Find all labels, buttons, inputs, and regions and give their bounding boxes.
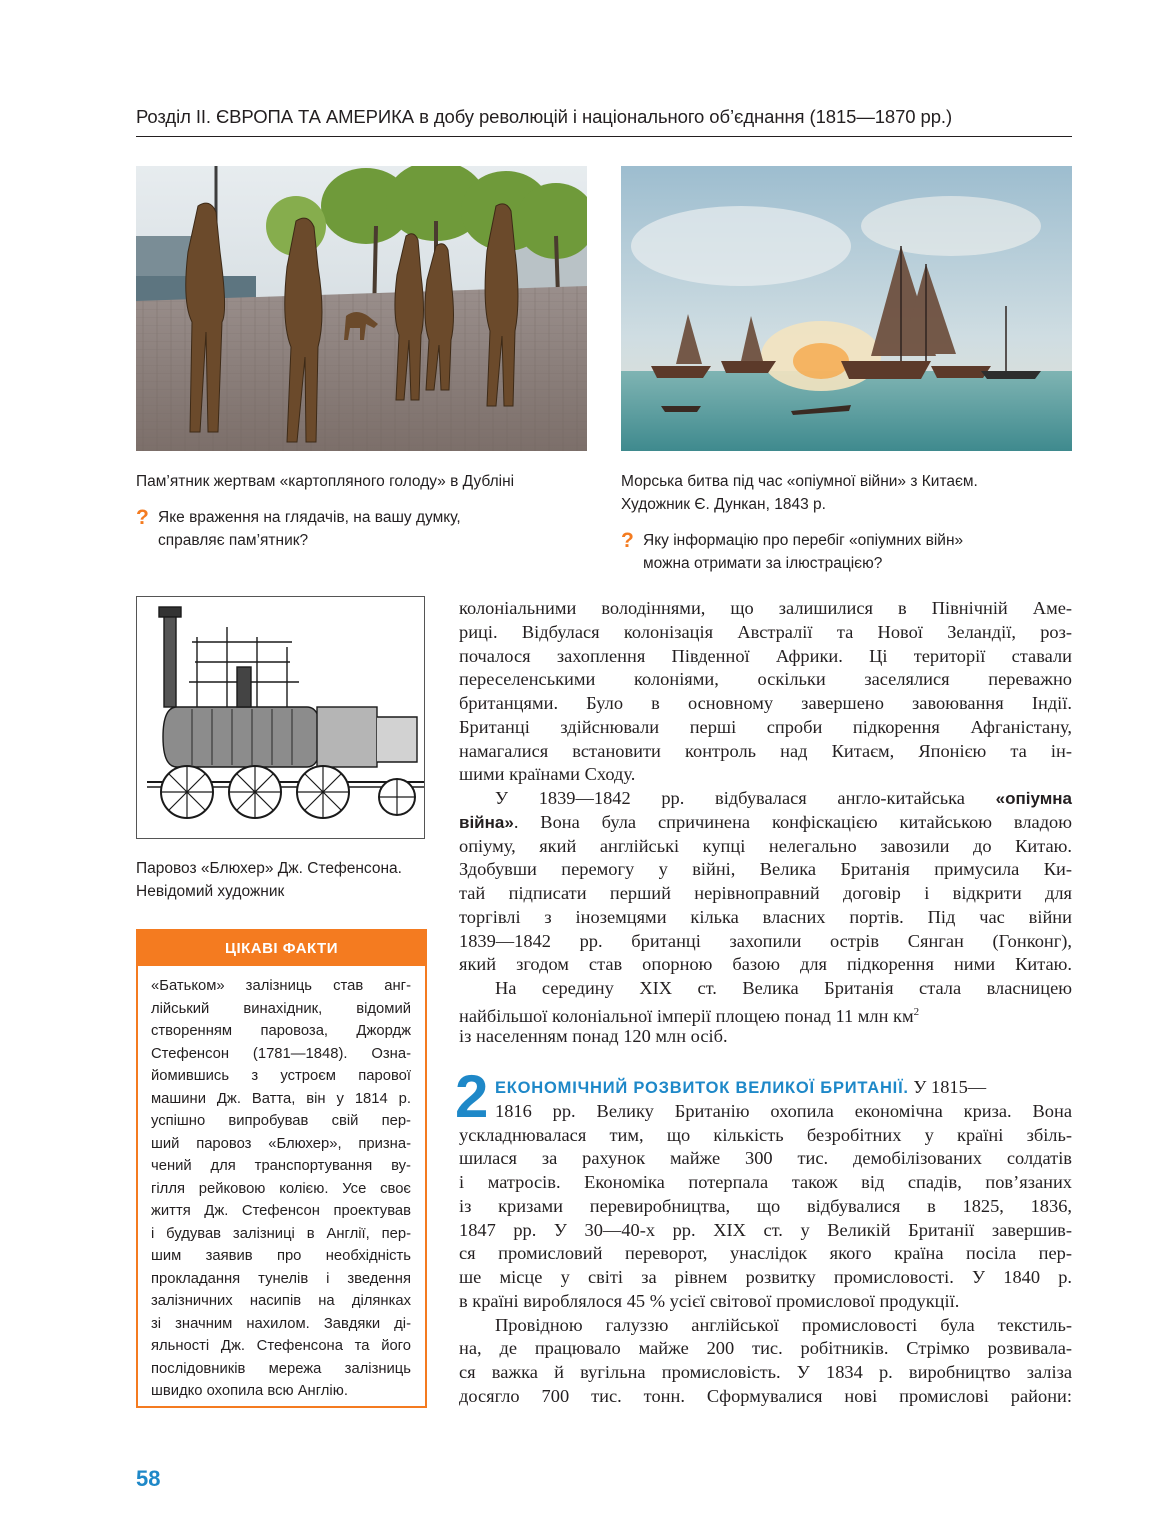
term-opium-war: війна» (459, 812, 514, 832)
facts-body (138, 966, 425, 1403)
facts-line: яльності Дж. Стефенсона та його (151, 1338, 411, 1354)
term-opium-war: «опіумна (995, 789, 1072, 808)
facts-line: і будував залізниці в Англії, пер- (151, 1225, 411, 1242)
facts-line: йомившись з устроєм парової (151, 1068, 411, 1084)
body-line: 1816 рр. Велику Британію охопила економічна криза. Вона (495, 1100, 1072, 1121)
section-number: 2 (455, 1063, 489, 1130)
facts-line: лійський винахідник, відомий (151, 1000, 411, 1017)
body-line: торгівлі з іноземцями кілька власних портів. Під час війни (459, 906, 1072, 927)
monument-question (136, 506, 587, 552)
facts-line: швидко охопила всю Англію. (151, 1383, 348, 1399)
body-line: на, де працювало майже 200 тис. робітників. Стрімко розвивала- (459, 1338, 1072, 1359)
battle-caption (621, 470, 1072, 516)
section-header: Розділ ІІ. ЄВРОПА ТА АМЕРИКА в добу революцій і національного об’єднання (1815—1870 рр.) (136, 106, 953, 127)
body-line: риці. Відбулася колонізація Австралії та Нової Зеландії, роз- (459, 621, 1072, 642)
battle-question (621, 529, 1072, 575)
famine-memorial-photo (136, 166, 587, 451)
body-line (459, 787, 1072, 811)
body-line: переселенськими колоніями, оскільки заселялися переважно (459, 669, 1072, 690)
caption-line: Морська битва під час «опіумної війни» з Китаєм. (621, 473, 978, 490)
facts-line: зі значним нахилом. Завдяки ді- (151, 1315, 411, 1332)
body-line: британцями. Було в основному завершено завоювання Індії. (459, 693, 1072, 713)
blucher-locomotive-engraving (136, 596, 425, 839)
superscript: 2 (913, 1005, 920, 1018)
question-icon: ? (136, 506, 149, 529)
body-line: ся важка й вугільна промисловість. У 1834 р. виробництво заліза (459, 1362, 1072, 1382)
body-line (459, 811, 1072, 835)
body-line: На середину XIX ст. Велика Британія стала власницею (495, 978, 1072, 998)
body-text: У 1815— (908, 1077, 987, 1097)
body-line: і матросів. Економіка потерпала також від спадів, пов’язаних (459, 1172, 1072, 1192)
interesting-facts-box (136, 929, 427, 1408)
facts-line: створенням паровоза, Джордж (151, 1023, 411, 1039)
facts-line: життя Дж. Стефенсон проектував (151, 1203, 411, 1219)
caption-line: Паровоз «Блюхер» Дж. Стефенсона. (136, 860, 402, 877)
facts-line: залізничних насипів на ділянках (151, 1293, 411, 1309)
body-line: досягло 700 тис. тонн. Сформувалися нові промислові райони: (459, 1385, 1072, 1406)
facts-line: ший паровоз «Блюхер», призна- (151, 1135, 411, 1152)
body-line: із кризами перевиробництва, що відбувалися в 1825, 1836, (459, 1195, 1072, 1216)
facts-line: успішно випробував свій пер- (151, 1113, 411, 1129)
main-text-top (459, 597, 1072, 1048)
opium-war-battle-painting (621, 166, 1072, 451)
body-line: Здобувши перемогу у війні, Велика Британія примусила Ки- (459, 859, 1072, 880)
monument-caption: Пам’ятник жертвам «картопляного голоду» в Дубліні (136, 473, 515, 490)
body-line: який згодом став опорною базою для підкорення ними Китаю. (459, 954, 1072, 975)
body-line: ся промисловий переворот, унаслідок якого країна посіла пер- (459, 1243, 1072, 1264)
section-title-line (459, 1076, 1072, 1100)
caption-line: Невідомий художник (136, 883, 285, 900)
question-line: справляє пам’ятник? (158, 532, 309, 549)
section-title: ЕКОНОМІЧНИЙ РОЗВИТОК ВЕЛИКОЇ БРИТАНІЇ. (495, 1079, 909, 1097)
body-line: опіуму, який англійські купці нелегально завозили до Китаю. (459, 835, 1072, 856)
body-line: тай підписати перший нерівноправний договір і відкрити для (459, 883, 1072, 903)
body-line: почалося захоплення Південної Африки. Ці території ставали (459, 645, 1072, 666)
facts-line: машини Дж. Ватта, він у 1814 р. (151, 1090, 411, 1107)
body-line: ускладнювалася тим, що кількість безробітних у країні збіль- (459, 1124, 1072, 1145)
facts-line: чений для транспортування ву- (151, 1158, 411, 1174)
body-line (459, 1001, 1072, 1025)
body-line: із населенням понад 120 млн осіб. (459, 1025, 728, 1046)
facts-line: шим заявив про необхідність (151, 1248, 411, 1264)
facts-line: прокладання тунелів і зведення (151, 1270, 411, 1287)
body-line: 1847 рр. У 30—40-х рр. XIX ст. у Великій Британії завершив- (459, 1219, 1072, 1240)
facts-line: послідовників мережа залізниць (151, 1360, 411, 1377)
question-line: Яку інформацію про перебіг «опіумних війн» (643, 532, 964, 549)
body-line: в країні вироблялося 45 % усієї світової промислової продукції. (459, 1290, 960, 1311)
facts-line: гілля рейковою колією. Усе своє (151, 1180, 411, 1197)
locomotive-caption (136, 857, 436, 903)
body-line: шими країнами Сходу. (459, 764, 636, 785)
body-line: ше місце у світі за рівнем розвитку промисловості. У 1840 р. (459, 1267, 1072, 1287)
facts-title: ЦІКАВІ ФАКТИ (138, 931, 425, 966)
body-text: найбільшої колоніальної імперії площею понад 11 млн км (459, 1005, 914, 1026)
main-text-section2 (459, 1076, 1072, 1409)
body-line: Британці здійснювали перші спроби підкорення Афганістану, (459, 716, 1072, 737)
facts-line: Стефенсон (1781—1848). Озна- (151, 1045, 411, 1062)
header-divider (136, 136, 1072, 137)
body-line: колоніальними володіннями, що залишилися в Північній Аме- (459, 598, 1072, 618)
question-line: можна отримати за ілюстрацією? (643, 555, 883, 572)
body-text: . Вона була спричинена конфіскацією китайською владою (513, 811, 1072, 832)
body-line: Провідною галуззю англійської промисловості була текстиль- (495, 1314, 1072, 1335)
body-line: намагалися встановити контроль над Китаєм, Японією та ін- (459, 740, 1072, 761)
body-text: У 1839—1842 рр. відбувалася англо-китайська (495, 788, 996, 808)
body-line: шилася за рахунок майже 300 тис. демобілізованих солдатів (459, 1148, 1072, 1169)
page-number: 58 (136, 1466, 161, 1491)
question-line: Яке враження на глядачів, на вашу думку, (158, 509, 461, 526)
question-icon: ? (621, 529, 634, 552)
facts-line: «Батьком» залізниць став анг- (151, 978, 411, 994)
caption-line: Художник Є. Дункан, 1843 р. (621, 496, 826, 513)
body-line: 1839—1842 рр. британці захопили острів Сянган (Гонконг), (459, 930, 1072, 951)
